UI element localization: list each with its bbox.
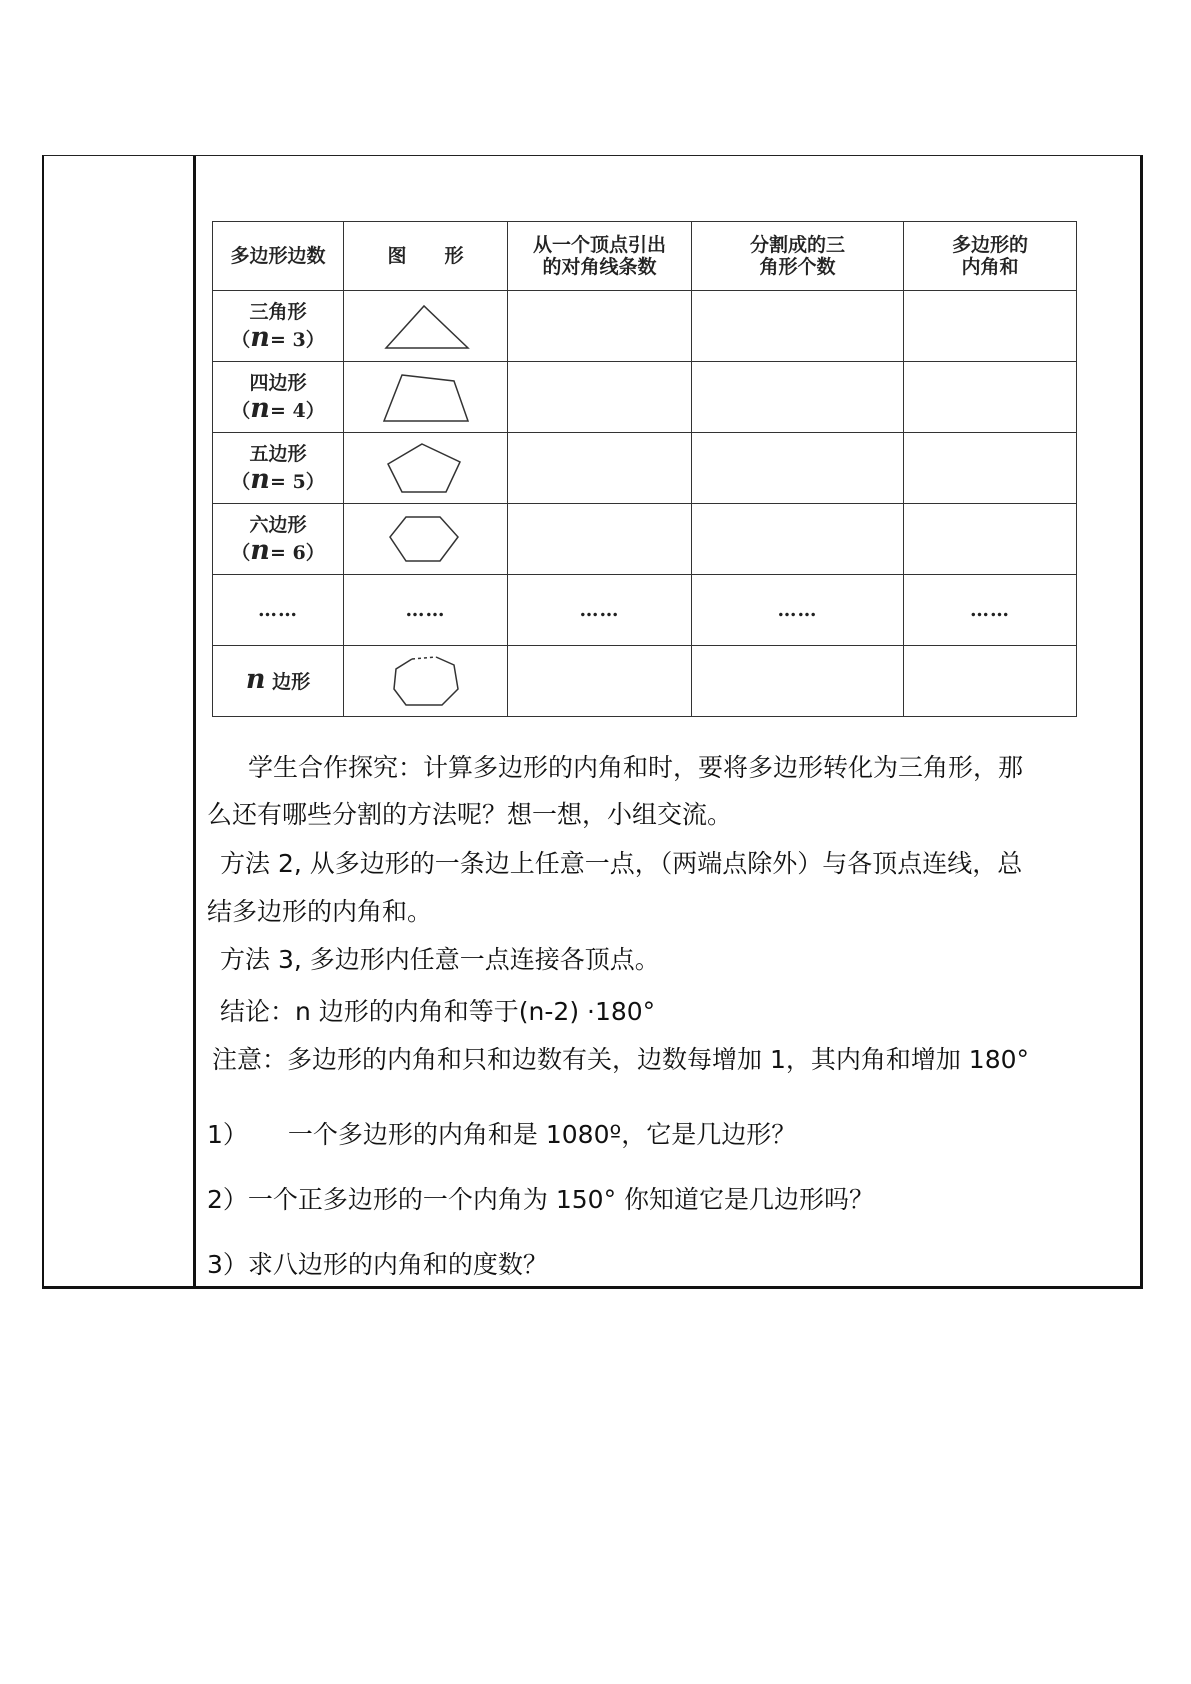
question-3: [207, 1250, 548, 1280]
quadrilateral-icon: [344, 362, 508, 433]
ellipsis-cell: ……: [692, 575, 904, 646]
empty-cell: [904, 504, 1077, 575]
header-sides: 多边形边数: [213, 222, 344, 291]
empty-cell: [904, 433, 1077, 504]
triangle-icon: [344, 291, 508, 362]
empty-cell: [508, 504, 692, 575]
row-label: 五边形 （n= 5）: [213, 433, 344, 504]
empty-cell: [692, 433, 904, 504]
ellipsis-cell: ……: [344, 575, 508, 646]
column-divider: [193, 156, 196, 1286]
ellipsis-cell: ……: [508, 575, 692, 646]
question-text: 求八边形的内角和的度数？: [247, 1250, 548, 1279]
empty-cell: [904, 646, 1077, 717]
polygon-angle-table: [212, 221, 1077, 717]
empty-cell: [508, 433, 692, 504]
table-row: [213, 433, 1077, 504]
empty-cell: [904, 291, 1077, 362]
question-number: 1）: [207, 1120, 248, 1149]
question-number: 3）: [207, 1250, 248, 1279]
pentagon-icon: [344, 433, 508, 504]
empty-cell: [692, 646, 904, 717]
hexagon-icon: [344, 504, 508, 575]
discussion-paragraph-line-1: 学生合作探究：计算多边形的内角和时，要将多边形转化为三角形，那: [248, 753, 1024, 782]
method-2-line-1: 方法 2, 从多边形的一条边上任意一点，（两端点除外）与各顶点连线，总: [220, 849, 1023, 878]
empty-cell: [904, 362, 1077, 433]
question-1: [207, 1120, 796, 1150]
method-3: 方法 3, 多边形内任意一点连接各顶点。: [220, 945, 660, 974]
header-angle-sum: 多边形的 内角和: [904, 222, 1077, 291]
empty-cell: [508, 646, 692, 717]
table-row: [213, 291, 1077, 362]
empty-cell: [508, 291, 692, 362]
conclusion: 结论：n 边形的内角和等于(n-2) ·180°: [220, 997, 656, 1026]
empty-cell: [692, 504, 904, 575]
method-2-line-2: 结多边形的内角和。: [207, 897, 433, 926]
question-2: [207, 1185, 874, 1215]
n-gon-icon: [344, 646, 508, 717]
table-row: [213, 362, 1077, 433]
question-text: 一个正多边形的一个内角为 150° 你知道它是几边形吗？: [247, 1185, 875, 1214]
row-label: 四边形 （n= 4）: [213, 362, 344, 433]
table-header-row: [213, 222, 1077, 291]
header-diagonals: 从一个顶点引出 的对角线条数: [508, 222, 692, 291]
row-label: n 边形: [213, 646, 344, 717]
ellipsis-cell: ……: [213, 575, 344, 646]
question-text: 一个多边形的内角和是 1080º，它是几边形？: [287, 1120, 797, 1149]
question-number: 2）: [207, 1185, 248, 1214]
empty-cell: [692, 291, 904, 362]
note: 注意：多边形的内角和只和边数有关，边数每增加 1，其内角和增加 180°: [212, 1045, 1030, 1074]
table-row: [213, 646, 1077, 717]
table-row: [213, 575, 1077, 646]
empty-cell: [508, 362, 692, 433]
empty-cell: [692, 362, 904, 433]
row-label: 六边形 （n= 6）: [213, 504, 344, 575]
ellipsis-cell: ……: [904, 575, 1077, 646]
row-label: 三角形 （n= 3）: [213, 291, 344, 362]
header-triangles: 分割成的三 角形个数: [692, 222, 904, 291]
table-row: [213, 504, 1077, 575]
discussion-paragraph-line-2: 么还有哪些分割的方法呢？想一想，小组交流。: [207, 800, 733, 829]
header-shape: 图 形: [344, 222, 508, 291]
